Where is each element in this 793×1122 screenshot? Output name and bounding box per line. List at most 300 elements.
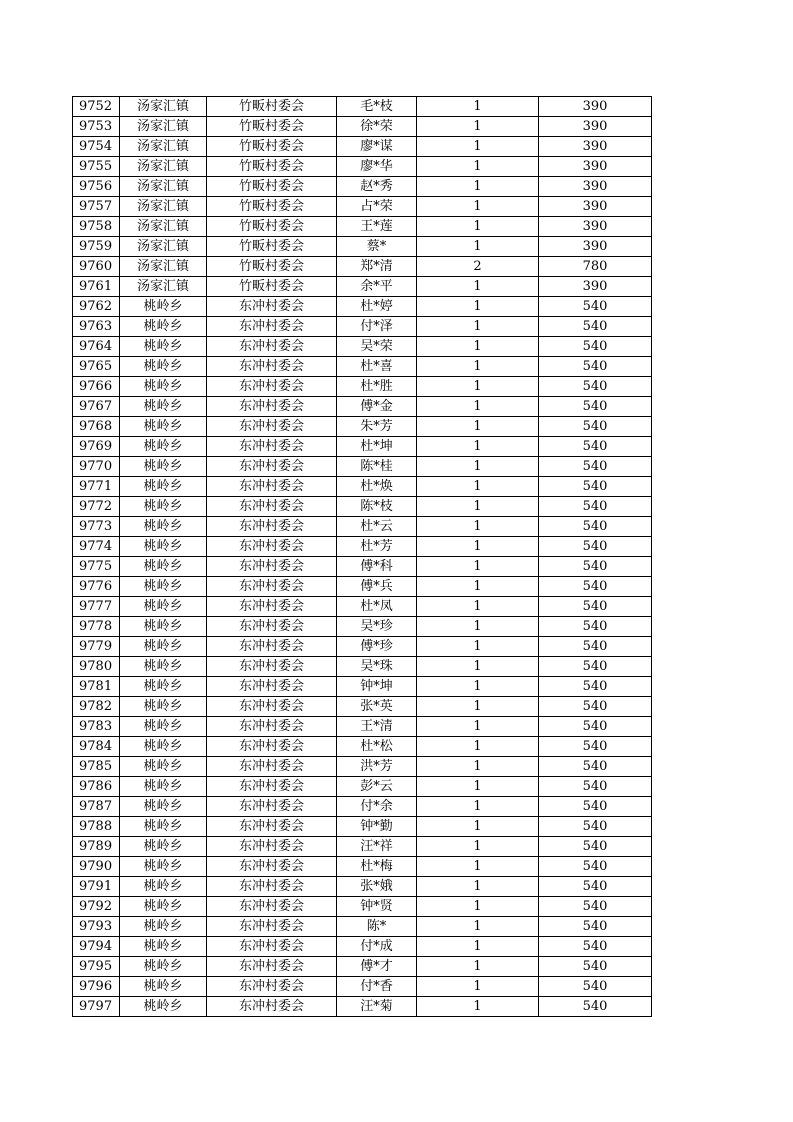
town-cell: 桃岭乡 — [120, 997, 207, 1017]
count-cell: 1 — [417, 397, 539, 417]
town-cell: 汤家汇镇 — [120, 217, 207, 237]
count-cell: 1 — [417, 637, 539, 657]
village-committee-cell: 竹畈村委会 — [207, 157, 337, 177]
village-committee-cell: 东冲村委会 — [207, 997, 337, 1017]
name-cell: 吴*荣 — [337, 337, 417, 357]
amount-cell: 540 — [539, 877, 652, 897]
village-committee-cell: 东冲村委会 — [207, 777, 337, 797]
table-row — [73, 557, 652, 577]
town-cell: 汤家汇镇 — [120, 137, 207, 157]
row-number-cell: 9754 — [73, 137, 120, 157]
name-cell: 杜*喜 — [337, 357, 417, 377]
count-cell: 1 — [417, 597, 539, 617]
village-committee-cell: 竹畈村委会 — [207, 97, 337, 117]
table-row — [73, 357, 652, 377]
row-number-cell: 9773 — [73, 517, 120, 537]
row-number-cell: 9776 — [73, 577, 120, 597]
town-cell: 桃岭乡 — [120, 677, 207, 697]
count-cell: 1 — [417, 737, 539, 757]
count-cell: 1 — [417, 557, 539, 577]
row-number-cell: 9785 — [73, 757, 120, 777]
table-row — [73, 837, 652, 857]
table-body — [73, 97, 652, 1017]
village-committee-cell: 东冲村委会 — [207, 537, 337, 557]
count-cell: 1 — [417, 317, 539, 337]
name-cell: 杜*婷 — [337, 297, 417, 317]
village-committee-cell: 东冲村委会 — [207, 877, 337, 897]
row-number-cell: 9774 — [73, 537, 120, 557]
name-cell: 杜*焕 — [337, 477, 417, 497]
name-cell: 傅*珍 — [337, 637, 417, 657]
table-row — [73, 297, 652, 317]
village-committee-cell: 东冲村委会 — [207, 597, 337, 617]
village-committee-cell: 东冲村委会 — [207, 577, 337, 597]
table-row — [73, 477, 652, 497]
town-cell: 桃岭乡 — [120, 937, 207, 957]
amount-cell: 540 — [539, 597, 652, 617]
name-cell: 廖*谋 — [337, 137, 417, 157]
name-cell: 彭*云 — [337, 777, 417, 797]
row-number-cell: 9789 — [73, 837, 120, 857]
row-number-cell: 9762 — [73, 297, 120, 317]
table-row — [73, 317, 652, 337]
village-committee-cell: 东冲村委会 — [207, 457, 337, 477]
name-cell: 杜*胜 — [337, 377, 417, 397]
row-number-cell: 9767 — [73, 397, 120, 417]
town-cell: 桃岭乡 — [120, 737, 207, 757]
town-cell: 桃岭乡 — [120, 297, 207, 317]
village-committee-cell: 东冲村委会 — [207, 857, 337, 877]
row-number-cell: 9790 — [73, 857, 120, 877]
count-cell: 1 — [417, 937, 539, 957]
table-row — [73, 237, 652, 257]
count-cell: 1 — [417, 897, 539, 917]
amount-cell: 540 — [539, 477, 652, 497]
amount-cell: 540 — [539, 657, 652, 677]
count-cell: 1 — [417, 517, 539, 537]
table-row — [73, 997, 652, 1017]
amount-cell: 540 — [539, 297, 652, 317]
count-cell: 1 — [417, 417, 539, 437]
village-committee-cell: 竹畈村委会 — [207, 237, 337, 257]
village-committee-cell: 东冲村委会 — [207, 917, 337, 937]
town-cell: 桃岭乡 — [120, 357, 207, 377]
town-cell: 桃岭乡 — [120, 957, 207, 977]
amount-cell: 540 — [539, 977, 652, 997]
table-row — [73, 377, 652, 397]
town-cell: 汤家汇镇 — [120, 237, 207, 257]
town-cell: 桃岭乡 — [120, 457, 207, 477]
town-cell: 桃岭乡 — [120, 717, 207, 737]
name-cell: 张*娥 — [337, 877, 417, 897]
town-cell: 桃岭乡 — [120, 917, 207, 937]
town-cell: 汤家汇镇 — [120, 257, 207, 277]
table-row — [73, 437, 652, 457]
row-number-cell: 9795 — [73, 957, 120, 977]
amount-cell: 540 — [539, 737, 652, 757]
town-cell: 桃岭乡 — [120, 857, 207, 877]
name-cell: 王*莲 — [337, 217, 417, 237]
name-cell: 傅*科 — [337, 557, 417, 577]
village-committee-cell: 东冲村委会 — [207, 477, 337, 497]
table-row — [73, 217, 652, 237]
name-cell: 傅*才 — [337, 957, 417, 977]
amount-cell: 390 — [539, 97, 652, 117]
row-number-cell: 9766 — [73, 377, 120, 397]
row-number-cell: 9761 — [73, 277, 120, 297]
village-committee-cell: 东冲村委会 — [207, 937, 337, 957]
count-cell: 1 — [417, 477, 539, 497]
count-cell: 1 — [417, 817, 539, 837]
village-committee-cell: 东冲村委会 — [207, 797, 337, 817]
village-committee-cell: 东冲村委会 — [207, 677, 337, 697]
row-number-cell: 9769 — [73, 437, 120, 457]
name-cell: 王*清 — [337, 717, 417, 737]
table-row — [73, 677, 652, 697]
count-cell: 1 — [417, 157, 539, 177]
name-cell: 付*香 — [337, 977, 417, 997]
amount-cell: 390 — [539, 177, 652, 197]
data-table — [72, 96, 652, 1017]
row-number-cell: 9771 — [73, 477, 120, 497]
amount-cell: 540 — [539, 817, 652, 837]
town-cell: 桃岭乡 — [120, 417, 207, 437]
table-row — [73, 597, 652, 617]
village-committee-cell: 东冲村委会 — [207, 717, 337, 737]
row-number-cell: 9787 — [73, 797, 120, 817]
row-number-cell: 9794 — [73, 937, 120, 957]
row-number-cell: 9772 — [73, 497, 120, 517]
count-cell: 1 — [417, 657, 539, 677]
row-number-cell: 9788 — [73, 817, 120, 837]
count-cell: 1 — [417, 757, 539, 777]
row-number-cell: 9758 — [73, 217, 120, 237]
town-cell: 桃岭乡 — [120, 637, 207, 657]
count-cell: 1 — [417, 537, 539, 557]
town-cell: 桃岭乡 — [120, 657, 207, 677]
amount-cell: 390 — [539, 117, 652, 137]
table-row — [73, 577, 652, 597]
row-number-cell: 9757 — [73, 197, 120, 217]
amount-cell: 540 — [539, 637, 652, 657]
town-cell: 桃岭乡 — [120, 477, 207, 497]
row-number-cell: 9770 — [73, 457, 120, 477]
table-row — [73, 697, 652, 717]
amount-cell: 540 — [539, 457, 652, 477]
amount-cell: 540 — [539, 497, 652, 517]
row-number-cell: 9778 — [73, 617, 120, 637]
table-row — [73, 417, 652, 437]
count-cell: 1 — [417, 337, 539, 357]
name-cell: 付*成 — [337, 937, 417, 957]
village-committee-cell: 东冲村委会 — [207, 357, 337, 377]
row-number-cell: 9796 — [73, 977, 120, 997]
name-cell: 郑*清 — [337, 257, 417, 277]
count-cell: 1 — [417, 797, 539, 817]
amount-cell: 540 — [539, 437, 652, 457]
town-cell: 汤家汇镇 — [120, 157, 207, 177]
amount-cell: 540 — [539, 537, 652, 557]
amount-cell: 540 — [539, 417, 652, 437]
row-number-cell: 9791 — [73, 877, 120, 897]
amount-cell: 540 — [539, 557, 652, 577]
amount-cell: 540 — [539, 677, 652, 697]
count-cell: 1 — [417, 957, 539, 977]
amount-cell: 540 — [539, 897, 652, 917]
amount-cell: 540 — [539, 797, 652, 817]
village-committee-cell: 东冲村委会 — [207, 617, 337, 637]
town-cell: 桃岭乡 — [120, 777, 207, 797]
count-cell: 1 — [417, 997, 539, 1017]
count-cell: 1 — [417, 117, 539, 137]
row-number-cell: 9777 — [73, 597, 120, 617]
village-committee-cell: 东冲村委会 — [207, 977, 337, 997]
village-committee-cell: 东冲村委会 — [207, 557, 337, 577]
village-committee-cell: 东冲村委会 — [207, 737, 337, 757]
row-number-cell: 9755 — [73, 157, 120, 177]
amount-cell: 390 — [539, 157, 652, 177]
village-committee-cell: 东冲村委会 — [207, 497, 337, 517]
village-committee-cell: 东冲村委会 — [207, 417, 337, 437]
amount-cell: 540 — [539, 517, 652, 537]
amount-cell: 540 — [539, 617, 652, 637]
table-row — [73, 617, 652, 637]
name-cell: 张*英 — [337, 697, 417, 717]
amount-cell: 540 — [539, 577, 652, 597]
row-number-cell: 9781 — [73, 677, 120, 697]
name-cell: 洪*芳 — [337, 757, 417, 777]
name-cell: 钟*勤 — [337, 817, 417, 837]
town-cell: 汤家汇镇 — [120, 117, 207, 137]
row-number-cell: 9763 — [73, 317, 120, 337]
village-committee-cell: 竹畈村委会 — [207, 137, 337, 157]
table-row — [73, 257, 652, 277]
row-number-cell: 9779 — [73, 637, 120, 657]
town-cell: 桃岭乡 — [120, 517, 207, 537]
count-cell: 1 — [417, 437, 539, 457]
amount-cell: 390 — [539, 237, 652, 257]
village-committee-cell: 东冲村委会 — [207, 377, 337, 397]
count-cell: 1 — [417, 577, 539, 597]
town-cell: 桃岭乡 — [120, 817, 207, 837]
table-row — [73, 657, 652, 677]
count-cell: 2 — [417, 257, 539, 277]
village-committee-cell: 东冲村委会 — [207, 957, 337, 977]
name-cell: 汪*菊 — [337, 997, 417, 1017]
table-row — [73, 717, 652, 737]
table-row — [73, 957, 652, 977]
count-cell: 1 — [417, 917, 539, 937]
village-committee-cell: 东冲村委会 — [207, 897, 337, 917]
table-row — [73, 177, 652, 197]
town-cell: 汤家汇镇 — [120, 97, 207, 117]
village-committee-cell: 东冲村委会 — [207, 397, 337, 417]
name-cell: 付*余 — [337, 797, 417, 817]
village-committee-cell: 竹畈村委会 — [207, 277, 337, 297]
table-row — [73, 337, 652, 357]
table-row — [73, 877, 652, 897]
row-number-cell: 9768 — [73, 417, 120, 437]
table-row — [73, 277, 652, 297]
name-cell: 杜*松 — [337, 737, 417, 757]
amount-cell: 540 — [539, 337, 652, 357]
village-committee-cell: 东冲村委会 — [207, 817, 337, 837]
name-cell: 徐*荣 — [337, 117, 417, 137]
amount-cell: 540 — [539, 717, 652, 737]
count-cell: 1 — [417, 777, 539, 797]
table-row — [73, 117, 652, 137]
row-number-cell: 9780 — [73, 657, 120, 677]
amount-cell: 540 — [539, 697, 652, 717]
table-row — [73, 777, 652, 797]
count-cell: 1 — [417, 177, 539, 197]
name-cell: 杜*梅 — [337, 857, 417, 877]
count-cell: 1 — [417, 677, 539, 697]
town-cell: 桃岭乡 — [120, 877, 207, 897]
row-number-cell: 9752 — [73, 97, 120, 117]
count-cell: 1 — [417, 697, 539, 717]
village-committee-cell: 东冲村委会 — [207, 437, 337, 457]
name-cell: 陈*枝 — [337, 497, 417, 517]
amount-cell: 540 — [539, 317, 652, 337]
table-row — [73, 857, 652, 877]
village-committee-cell: 东冲村委会 — [207, 637, 337, 657]
count-cell: 1 — [417, 217, 539, 237]
count-cell: 1 — [417, 457, 539, 477]
row-number-cell: 9797 — [73, 997, 120, 1017]
amount-cell: 540 — [539, 757, 652, 777]
count-cell: 1 — [417, 297, 539, 317]
count-cell: 1 — [417, 977, 539, 997]
town-cell: 桃岭乡 — [120, 557, 207, 577]
amount-cell: 540 — [539, 837, 652, 857]
table-row — [73, 757, 652, 777]
count-cell: 1 — [417, 837, 539, 857]
count-cell: 1 — [417, 237, 539, 257]
name-cell: 杜*芳 — [337, 537, 417, 557]
table-row — [73, 157, 652, 177]
name-cell: 吴*珍 — [337, 617, 417, 637]
village-committee-cell: 东冲村委会 — [207, 757, 337, 777]
name-cell: 杜*云 — [337, 517, 417, 537]
table-row — [73, 197, 652, 217]
table-row — [73, 937, 652, 957]
table-row — [73, 97, 652, 117]
village-committee-cell: 竹畈村委会 — [207, 197, 337, 217]
name-cell: 陈*桂 — [337, 457, 417, 477]
count-cell: 1 — [417, 377, 539, 397]
town-cell: 桃岭乡 — [120, 977, 207, 997]
row-number-cell: 9753 — [73, 117, 120, 137]
amount-cell: 540 — [539, 377, 652, 397]
town-cell: 桃岭乡 — [120, 437, 207, 457]
town-cell: 桃岭乡 — [120, 757, 207, 777]
table-row — [73, 517, 652, 537]
village-committee-cell: 东冲村委会 — [207, 657, 337, 677]
name-cell: 吴*珠 — [337, 657, 417, 677]
village-committee-cell: 东冲村委会 — [207, 837, 337, 857]
row-number-cell: 9764 — [73, 337, 120, 357]
row-number-cell: 9793 — [73, 917, 120, 937]
table-row — [73, 457, 652, 477]
amount-cell: 540 — [539, 997, 652, 1017]
name-cell: 廖*华 — [337, 157, 417, 177]
row-number-cell: 9784 — [73, 737, 120, 757]
amount-cell: 540 — [539, 857, 652, 877]
village-committee-cell: 东冲村委会 — [207, 317, 337, 337]
amount-cell: 540 — [539, 917, 652, 937]
town-cell: 桃岭乡 — [120, 617, 207, 637]
town-cell: 桃岭乡 — [120, 697, 207, 717]
name-cell: 蔡* — [337, 237, 417, 257]
name-cell: 余*平 — [337, 277, 417, 297]
village-committee-cell: 竹畈村委会 — [207, 117, 337, 137]
count-cell: 1 — [417, 877, 539, 897]
count-cell: 1 — [417, 617, 539, 637]
amount-cell: 540 — [539, 957, 652, 977]
town-cell: 桃岭乡 — [120, 837, 207, 857]
table-row — [73, 637, 652, 657]
name-cell: 付*泽 — [337, 317, 417, 337]
amount-cell: 390 — [539, 137, 652, 157]
row-number-cell: 9756 — [73, 177, 120, 197]
row-number-cell: 9786 — [73, 777, 120, 797]
town-cell: 桃岭乡 — [120, 597, 207, 617]
town-cell: 桃岭乡 — [120, 897, 207, 917]
name-cell: 赵*秀 — [337, 177, 417, 197]
table-row — [73, 797, 652, 817]
row-number-cell: 9783 — [73, 717, 120, 737]
count-cell: 1 — [417, 137, 539, 157]
town-cell: 桃岭乡 — [120, 337, 207, 357]
count-cell: 1 — [417, 197, 539, 217]
name-cell: 傅*金 — [337, 397, 417, 417]
town-cell: 汤家汇镇 — [120, 277, 207, 297]
name-cell: 杜*坤 — [337, 437, 417, 457]
table-row — [73, 737, 652, 757]
name-cell: 占*荣 — [337, 197, 417, 217]
town-cell: 汤家汇镇 — [120, 177, 207, 197]
village-committee-cell: 东冲村委会 — [207, 517, 337, 537]
table-row — [73, 137, 652, 157]
town-cell: 桃岭乡 — [120, 317, 207, 337]
village-committee-cell: 竹畈村委会 — [207, 177, 337, 197]
count-cell: 1 — [417, 277, 539, 297]
table-row — [73, 977, 652, 997]
row-number-cell: 9792 — [73, 897, 120, 917]
town-cell: 桃岭乡 — [120, 497, 207, 517]
town-cell: 桃岭乡 — [120, 537, 207, 557]
row-number-cell: 9759 — [73, 237, 120, 257]
table-row — [73, 817, 652, 837]
village-committee-cell: 竹畈村委会 — [207, 217, 337, 237]
amount-cell: 390 — [539, 277, 652, 297]
name-cell: 钟*贤 — [337, 897, 417, 917]
row-number-cell: 9782 — [73, 697, 120, 717]
amount-cell: 390 — [539, 217, 652, 237]
name-cell: 钟*坤 — [337, 677, 417, 697]
table-row — [73, 537, 652, 557]
village-committee-cell: 竹畈村委会 — [207, 257, 337, 277]
table-row — [73, 397, 652, 417]
count-cell: 1 — [417, 857, 539, 877]
row-number-cell: 9775 — [73, 557, 120, 577]
village-committee-cell: 东冲村委会 — [207, 697, 337, 717]
name-cell: 陈* — [337, 917, 417, 937]
town-cell: 汤家汇镇 — [120, 197, 207, 217]
table-row — [73, 917, 652, 937]
table-row — [73, 897, 652, 917]
